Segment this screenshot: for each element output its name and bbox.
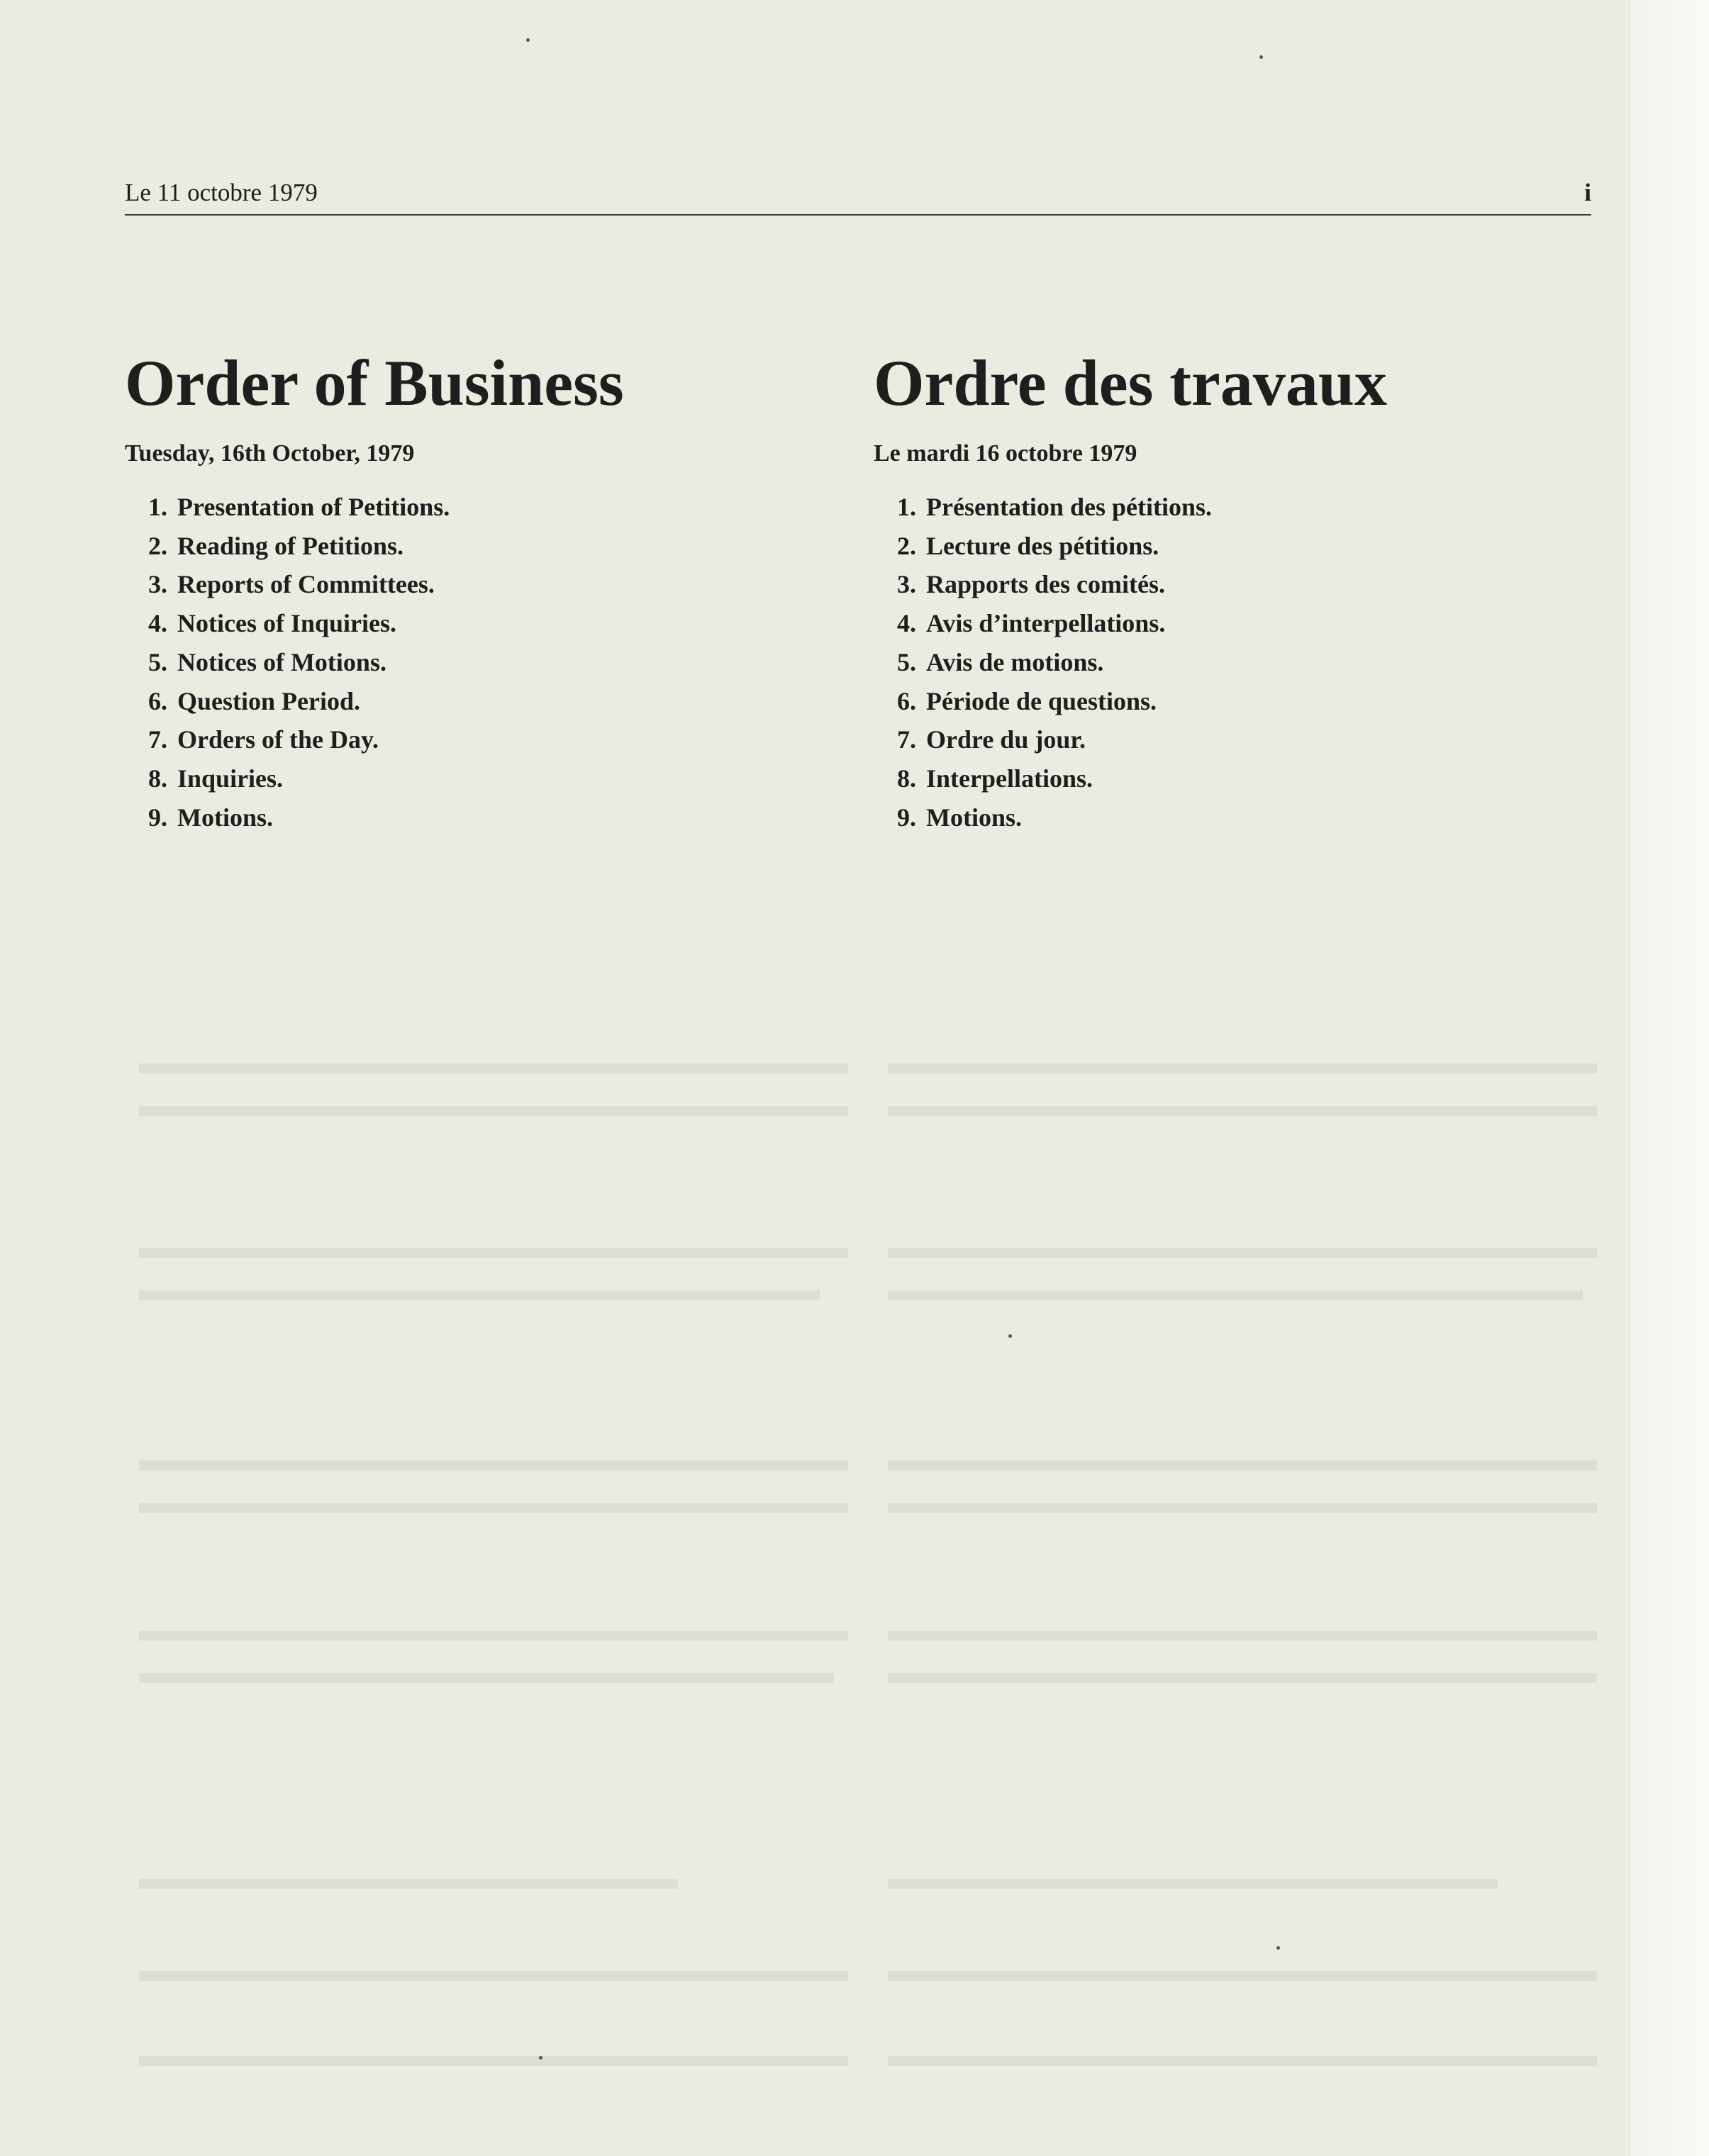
list-item <box>125 720 855 759</box>
item-number: 8. <box>148 764 167 793</box>
english-order-list <box>125 488 855 837</box>
list-item <box>125 527 855 566</box>
item-number: 1. <box>897 493 916 521</box>
item-number: 1. <box>148 493 167 521</box>
scan-speck <box>526 38 530 42</box>
header-date: Le 11 octobre 1979 <box>125 179 318 206</box>
list-item <box>874 565 1604 604</box>
item-number: 2. <box>148 531 167 560</box>
page-header <box>125 179 1591 216</box>
list-item <box>874 682 1604 721</box>
item-number: 5. <box>897 647 916 676</box>
item-number: 4. <box>897 609 916 638</box>
item-number: 6. <box>897 686 916 715</box>
item-number: 9. <box>148 803 167 832</box>
english-column <box>125 347 855 837</box>
english-date: Tuesday, 16th October, 1979 <box>125 440 415 467</box>
item-label: Rapports des comités. <box>926 570 1165 599</box>
french-order-list <box>874 488 1604 837</box>
item-label: Présentation des pétitions. <box>926 493 1212 521</box>
item-label: Reading of Petitions. <box>177 531 403 560</box>
scan-speck <box>1008 1334 1012 1338</box>
scan-speck <box>539 2056 542 2060</box>
french-title: Ordre des travaux <box>874 347 1388 419</box>
list-item <box>874 604 1604 643</box>
list-item <box>874 720 1604 759</box>
item-label: Motions. <box>177 803 273 832</box>
item-number: 7. <box>897 725 916 754</box>
item-number: 4. <box>148 609 167 638</box>
english-title: Order of Business <box>125 347 624 419</box>
item-number: 9. <box>897 803 916 832</box>
scan-speck <box>1276 1946 1280 1950</box>
item-label: Presentation of Petitions. <box>177 493 450 521</box>
list-item <box>874 798 1604 837</box>
item-label: Interpellations. <box>926 764 1093 793</box>
list-item <box>874 643 1604 682</box>
item-number: 3. <box>897 570 916 599</box>
list-item <box>125 565 855 604</box>
item-number: 8. <box>897 764 916 793</box>
page-edge <box>1631 0 1709 2156</box>
item-label: Notices of Motions. <box>177 647 386 676</box>
french-date: Le mardi 16 octobre 1979 <box>874 440 1137 467</box>
item-label: Orders of the Day. <box>177 725 379 754</box>
item-number: 2. <box>897 531 916 560</box>
item-label: Reports of Committees. <box>177 570 435 599</box>
list-item <box>125 682 855 721</box>
list-item <box>125 759 855 798</box>
item-label: Inquiries. <box>177 764 284 793</box>
item-label: Lecture des pétitions. <box>926 531 1159 560</box>
item-number: 7. <box>148 725 167 754</box>
list-item <box>125 643 855 682</box>
scan-speck <box>1259 55 1263 59</box>
item-label: Avis de motions. <box>926 647 1104 676</box>
list-item <box>125 798 855 837</box>
item-label: Question Period. <box>177 686 360 715</box>
item-label: Ordre du jour. <box>926 725 1086 754</box>
item-number: 3. <box>148 570 167 599</box>
french-column <box>874 347 1604 837</box>
list-item <box>125 488 855 527</box>
list-item <box>874 488 1604 527</box>
item-number: 6. <box>148 686 167 715</box>
list-item <box>874 527 1604 566</box>
item-label: Notices of Inquiries. <box>177 609 396 638</box>
list-item <box>874 759 1604 798</box>
item-label: Avis d’interpellations. <box>926 609 1166 638</box>
list-item <box>125 604 855 643</box>
item-number: 5. <box>148 647 167 676</box>
item-label: Motions. <box>926 803 1022 832</box>
page-number: i <box>1584 179 1591 206</box>
item-label: Période de questions. <box>926 686 1157 715</box>
